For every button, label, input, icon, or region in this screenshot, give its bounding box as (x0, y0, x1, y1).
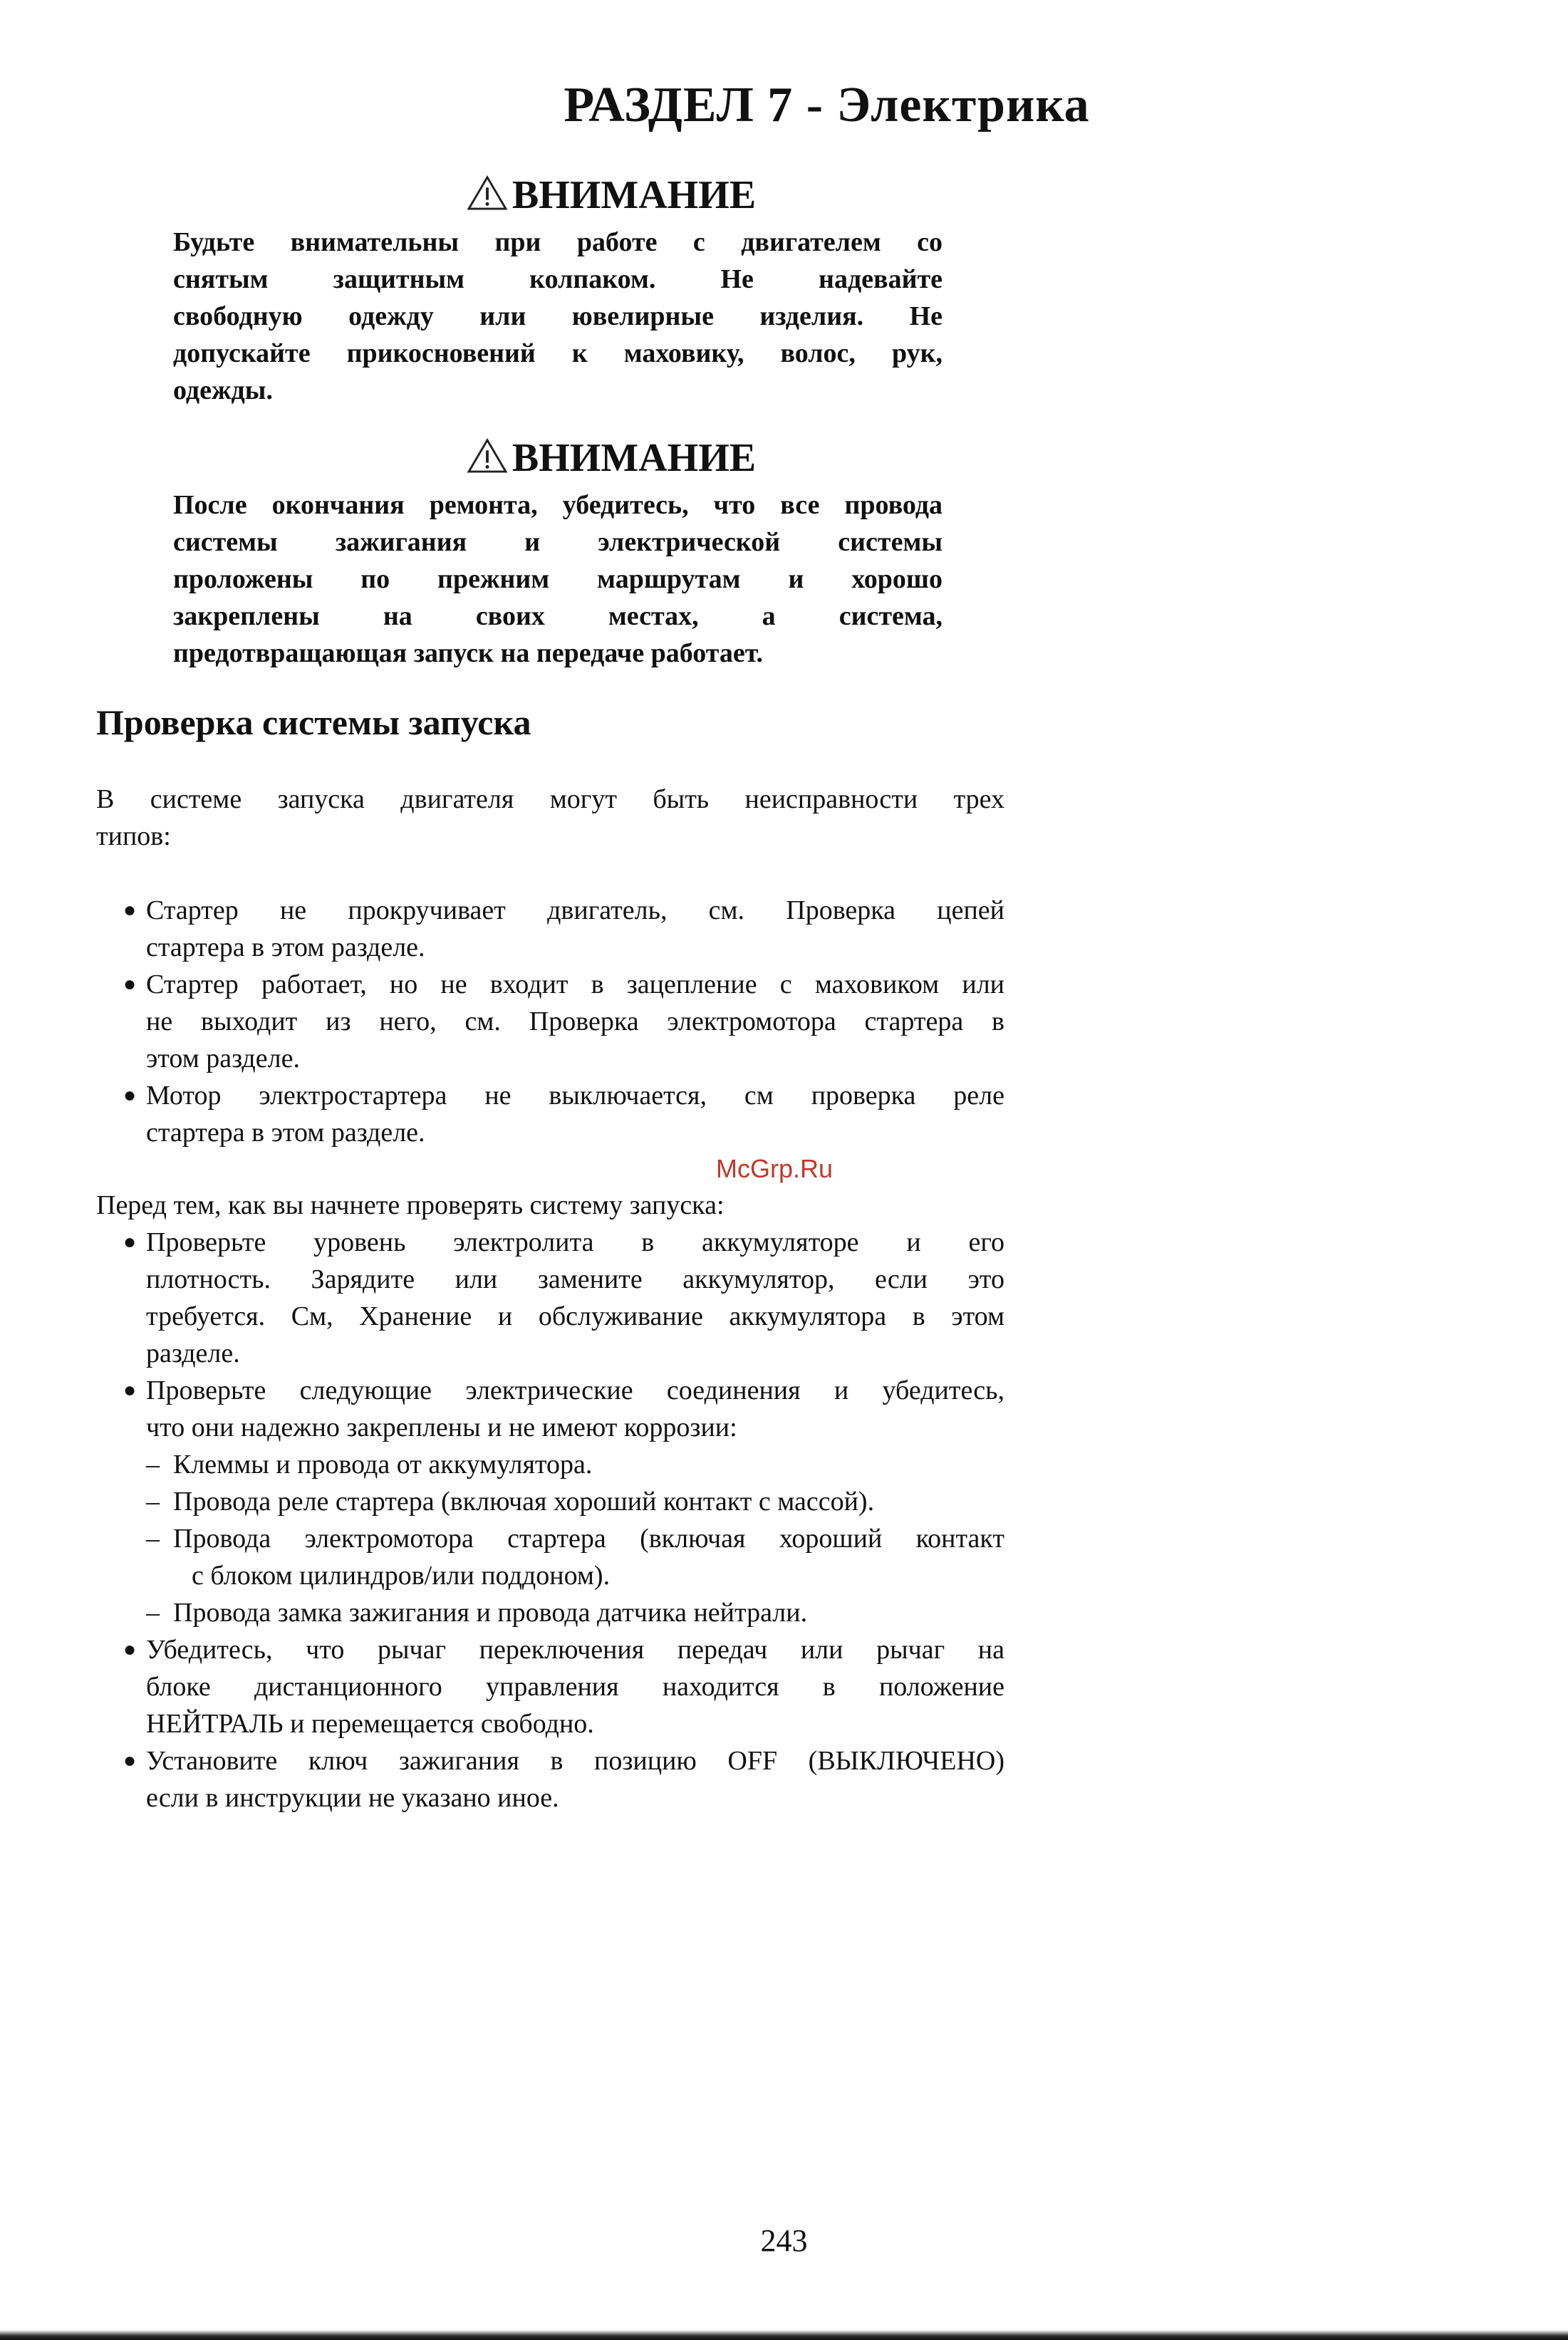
fault-3-line-2: стартера в этом разделе. (146, 1118, 425, 1148)
list-item (96, 966, 1004, 1077)
warning-text-2 (173, 487, 943, 672)
warning-2-line-2: системы зажигания и электрической системы (173, 527, 943, 557)
intro-line-2: типов: (96, 821, 171, 851)
bullet-icon: ● (123, 1230, 137, 1254)
fault-2-line-2: не выходит из него, см. Проверка электромотора стартера в (146, 1007, 1004, 1036)
check-1-line-4: разделе. (146, 1338, 240, 1368)
dash-icon: – (146, 1598, 160, 1628)
warning-box-2 (173, 432, 943, 672)
check-1-line-2: плотность. Зарядите или замените аккумулятор, если это (146, 1264, 1004, 1294)
bullet-icon: ● (123, 1638, 137, 1661)
list-item (96, 1483, 1004, 1520)
intro-paragraph (96, 781, 1004, 855)
check-1-line-1: Проверьте уровень электролита в аккумуляторе и его (146, 1227, 1004, 1257)
list-item (96, 1372, 1004, 1446)
section-title: РАЗДЕЛ 7 - Электрика (564, 78, 1090, 132)
fault-2-line-1: Стартер работает, но не входит в зацепление с маховиком или (146, 969, 1004, 999)
dash-3-line-2: с блоком цилиндров/или поддоном). (192, 1561, 611, 1591)
dash-1-line-1: Клеммы и провода от аккумулятора. (173, 1450, 593, 1480)
dash-icon: – (146, 1450, 160, 1480)
intro-line-1: В системе запуска двигателя могут быть неисправности трех (96, 784, 1004, 814)
check-1-line-3: требуется. См, Хранение и обслуживание аккумулятора в этом (146, 1301, 1004, 1331)
list-item (96, 1631, 1004, 1742)
check-4-line-2: если в инструкции не указано иное. (146, 1783, 559, 1813)
warning-triangle-icon (467, 175, 508, 211)
warning-1-line-5: одежды. (173, 375, 273, 405)
warning-1-line-1: Будьте внимательны при работе с двигателем со (173, 227, 943, 257)
warning-text-1 (173, 224, 943, 409)
check-3-line-1: Убедитесь, что рычаг переключения передач или рычаг на (146, 1635, 1004, 1665)
dash-4-line-1: Провода замка зажигания и провода датчика нейтрали. (173, 1598, 808, 1628)
bullet-icon: ● (123, 898, 137, 922)
before-check-paragraph (96, 1187, 1004, 1224)
before-check-line: Перед тем, как вы начнете проверять систему запуска: (96, 1190, 725, 1220)
warning-1-line-3: свободную одежду или ювелирные изделия. Не (173, 301, 943, 331)
warning-heading-1 (173, 170, 943, 221)
fault-2-line-3: этом разделе. (146, 1044, 300, 1073)
fault-3-line-1: Мотор электростартера не выключается, см проверка реле (146, 1081, 1004, 1111)
warning-1-line-4: допускайте прикосновений к маховику, волос, рук, (173, 338, 943, 368)
list-item (96, 1224, 1004, 1372)
check-3-line-3: НЕЙТРАЛЬ и перемещается свободно. (146, 1709, 594, 1739)
check-4-line-1: Установите ключ зажигания в позицию OFF (ВЫКЛЮЧЕНО) (146, 1746, 1004, 1776)
warning-2-line-4: закреплены на своих местах, а система, (173, 601, 943, 631)
list-item (96, 892, 1004, 966)
fault-1-line-2: стартера в этом разделе. (146, 932, 425, 962)
list-item (96, 1446, 1004, 1483)
scan-edge (0, 2330, 1568, 2340)
warning-2-line-1: После окончания ремонта, убедитесь, что все провода (173, 490, 943, 520)
bullet-icon: ● (123, 972, 137, 996)
page-number: 243 (760, 2223, 808, 2258)
list-item (96, 1077, 1004, 1151)
warning-2-line-3: проложены по прежним маршрутам и хорошо (173, 564, 943, 594)
check-2-line-2: что они надежно закреплены и не имеют коррозии: (146, 1413, 737, 1442)
bullet-icon: ● (123, 1083, 137, 1107)
check-3-line-2: блоке дистанционного управления находится в положение (146, 1672, 1004, 1702)
bullet-icon: ● (123, 1749, 137, 1772)
fault-1-line-1: Стартер не прокручивает двигатель, см. Проверка цепей (146, 895, 1004, 925)
dash-icon: – (146, 1487, 160, 1517)
warning-heading-text-2: ВНИМАНИЕ (512, 436, 757, 480)
list-item (96, 1742, 1004, 1816)
list-item (96, 1594, 1004, 1631)
fault-list (96, 892, 1004, 1151)
check-2-line-1: Проверьте следующие электрические соединения и убедитесь, (146, 1376, 1004, 1405)
dash-3-line-1: Провода электромотора стартера (включая хороший контакт (173, 1524, 1004, 1554)
warning-box-1 (173, 170, 943, 409)
warning-heading-2 (173, 432, 943, 484)
dash-2-line-1: Провода реле стартера (включая хороший контакт с массой). (173, 1487, 875, 1517)
warning-triangle-icon (467, 438, 508, 474)
warning-2-line-5: предотвращающая запуск на передаче работает. (173, 638, 764, 668)
warning-1-line-2: снятым защитным колпаком. Не надевайте (173, 264, 943, 294)
warning-heading-text-1: ВНИМАНИЕ (512, 173, 757, 217)
bullet-icon: ● (123, 1378, 137, 1402)
check-list (96, 1224, 1004, 1816)
watermark: McGrp.Ru (716, 1154, 834, 1183)
dash-icon: – (146, 1524, 160, 1554)
list-item (96, 1520, 1004, 1594)
subheading: Проверка системы запуска (96, 702, 531, 742)
